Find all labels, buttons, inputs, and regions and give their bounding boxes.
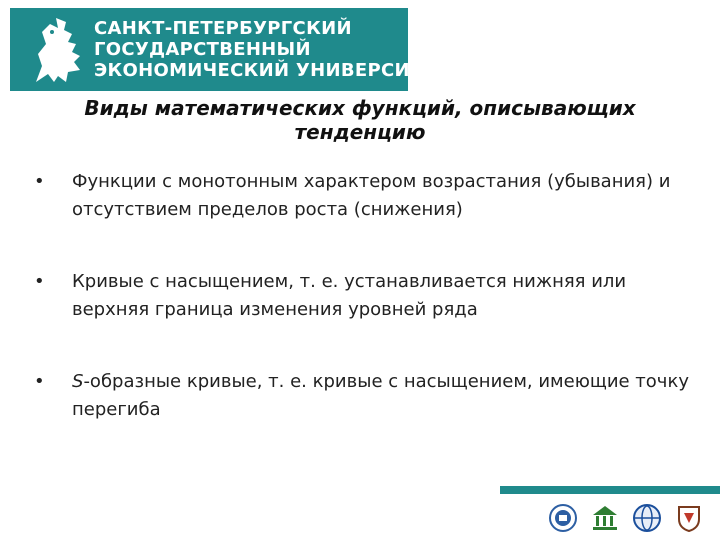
building-emblem-icon	[590, 503, 620, 533]
bullet-item-1	[34, 168, 694, 224]
footer-emblems	[548, 500, 704, 536]
bullet-text: Кривые с насыщением, т. е. устанавливается нижняя или верхняя граница изменения уровней ряда	[72, 271, 627, 320]
crest-icon	[674, 503, 704, 533]
university-seal-icon	[548, 503, 578, 533]
bullet-item-2	[34, 268, 694, 324]
university-name	[94, 18, 448, 81]
footer-accent-bar	[500, 486, 720, 494]
bullet-icon: •	[34, 171, 45, 192]
logo-line-3: ЭКОНОМИЧЕСКИЙ УНИВЕРСИТЕТ	[94, 60, 448, 81]
bullet-lead: S	[72, 371, 84, 392]
bullet-item-3	[34, 368, 694, 424]
slide-title: Виды математических функций, описывающих тенденцию	[84, 96, 636, 144]
bullet-icon: •	[34, 271, 45, 292]
bullet-text: Функции с монотонным характером возрастания (убывания) и отсутствием пределов роста (снижения)	[72, 171, 671, 220]
bullet-list	[34, 168, 694, 468]
logo-line-2: ГОСУДАРСТВЕННЫЙ	[94, 39, 311, 60]
globe-emblem-icon	[632, 503, 662, 533]
logo-line-1: САНКТ-ПЕТЕРБУРГСКИЙ	[94, 18, 352, 39]
university-logo	[10, 8, 448, 91]
slide-header	[0, 0, 720, 96]
griffin-icon	[28, 14, 88, 86]
bullet-icon: •	[34, 371, 45, 392]
bullet-text: -образные кривые, т. е. кривые с насыщением, имеющие точку перегиба	[72, 371, 689, 420]
